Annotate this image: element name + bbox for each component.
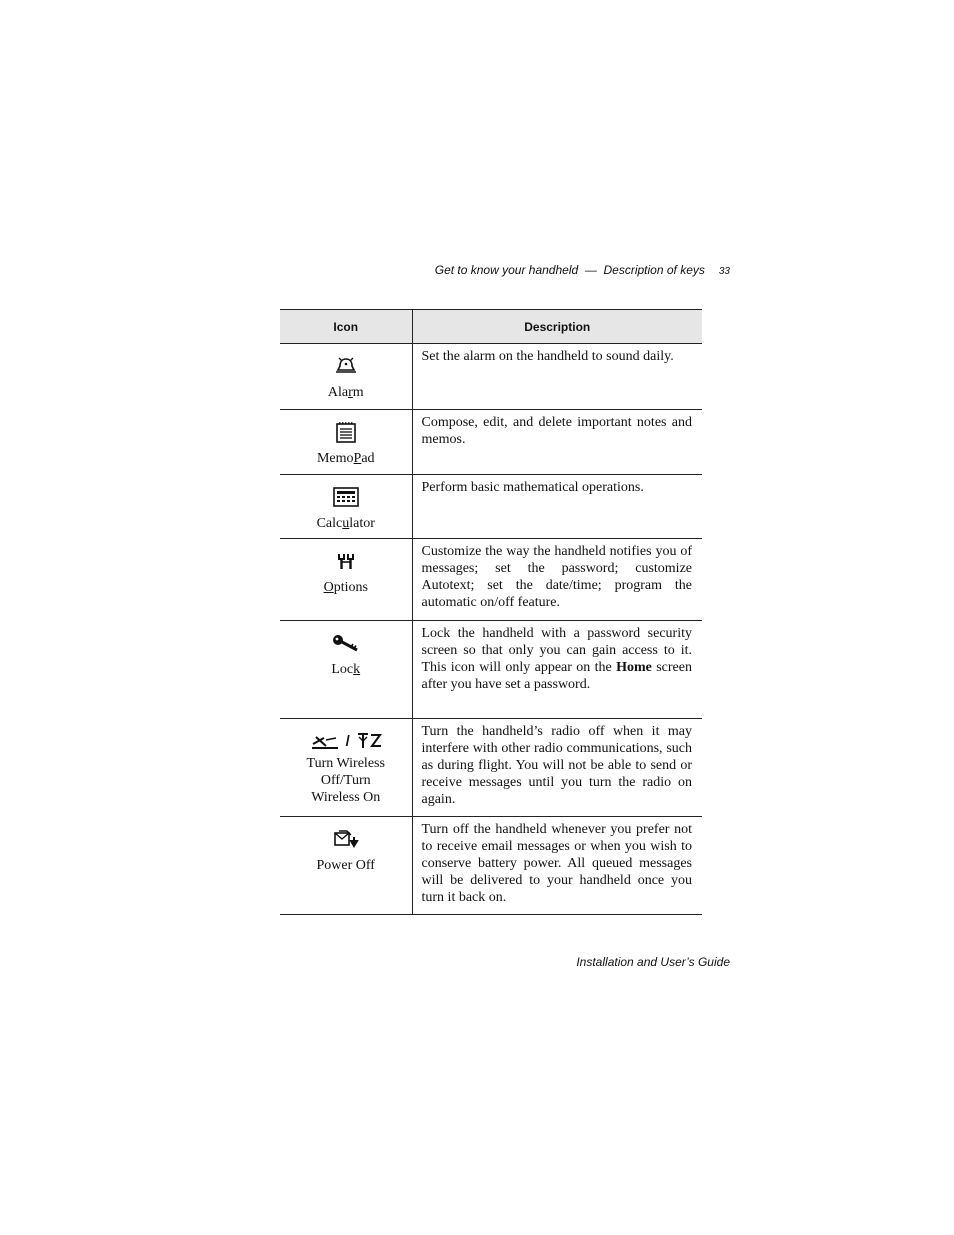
description-wireless: Turn the handheld’s radio off when it may interfere with other radio communications, such as during flight. You will not be able to send or receive messages until you turn the radio on again. (421, 724, 692, 807)
icon-label-calculator: Calculator (316, 516, 375, 531)
wireless-off-icon (310, 732, 340, 750)
column-header-description: Description (412, 310, 702, 344)
lock-key-icon (280, 631, 412, 655)
icon-label-lock: Lock (331, 662, 361, 677)
table-row (280, 621, 702, 719)
table-row (280, 344, 702, 410)
icon-label-wireless: Turn Wireless Off/Turn Wireless On (306, 756, 385, 805)
icon-label-options: Options (323, 580, 368, 595)
running-footer (280, 955, 730, 969)
table-row (280, 410, 702, 475)
guide-title: Installation and User’s Guide (576, 955, 730, 969)
description-memopad: Compose, edit, and delete important notes and memos. (421, 415, 692, 447)
running-header (280, 263, 730, 277)
table-row (280, 475, 702, 539)
wireless-toggle-icon (280, 729, 412, 753)
icon-label-memopad: MemoPad (316, 451, 375, 466)
keys-table (280, 309, 702, 915)
alarm-bell-icon (280, 354, 412, 378)
description-alarm: Set the alarm on the handheld to sound daily. (421, 349, 674, 364)
table-header-row (280, 310, 702, 344)
description-calculator: Perform basic mathematical operations. (421, 480, 644, 495)
power-off-icon (280, 827, 412, 851)
table-row (280, 539, 702, 621)
description-power-off: Turn off the handheld whenever you prefer not to receive email messages or when you wish to conserve battery power. All queued messages will be delivered to your handheld once you turn it back on. (421, 822, 692, 905)
calculator-icon (280, 485, 412, 509)
memopad-icon (280, 420, 412, 444)
table-row (280, 817, 702, 915)
icon-label-alarm: Alarm (327, 385, 364, 400)
description-options: Customize the way the handheld notifies you of messages; set the password; customize Autotext; set the date/time; program the automatic on/off feature. (421, 544, 692, 610)
options-tools-icon (280, 549, 412, 573)
running-title: Get to know your handheld — Description of keys (434, 263, 705, 277)
description-lock: Lock the handheld with a password security screen so that only you can gain access to it. This icon will only appear on the Home screen after you have set a password. (421, 626, 692, 692)
icon-label-power-off: Power Off (316, 858, 375, 873)
wireless-on-antenna-icon (356, 732, 382, 750)
page-number: 33 (718, 266, 730, 277)
icon-separator: / (345, 732, 350, 750)
table-row (280, 719, 702, 817)
column-header-icon: Icon (280, 310, 412, 344)
